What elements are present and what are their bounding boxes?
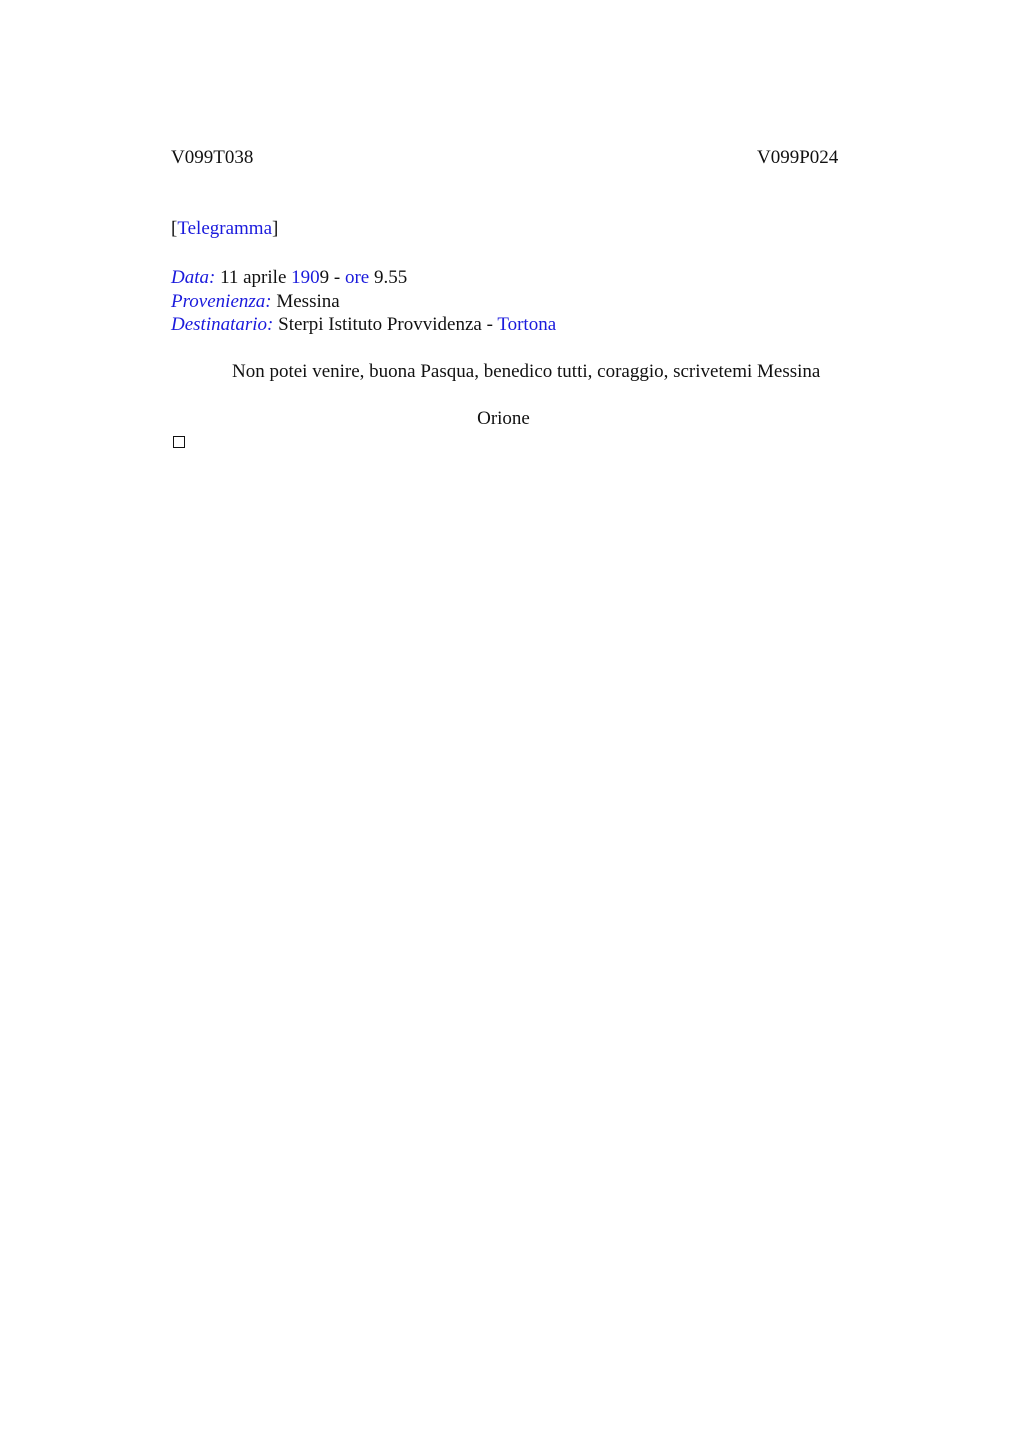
telegram-body: Non potei venire, buona Pasqua, benedico tutti, coraggio, scrivetemi Messina [232,361,821,382]
document-type [171,218,278,240]
open-bracket: [ [171,218,178,239]
date-separator: - [329,267,345,288]
close-bracket: ] [272,218,279,239]
date-day-month: 11 aprile [215,267,292,288]
recipient-line [171,313,556,337]
recipient-label: Destinatario: [171,314,274,335]
origin-value: Messina [271,290,340,312]
recipient-city: Tortona [497,314,557,335]
time-label: ore [344,267,370,288]
volume-code-left: V099T038 [171,147,254,168]
date-label: Data: [171,267,216,288]
document-type-label: Telegramma [177,218,273,239]
date-line [171,266,556,290]
signature: Orione [477,408,530,429]
telegram-metadata [171,266,556,337]
date-year-marked: 190 [291,267,320,288]
square-outline-icon [173,436,185,448]
origin-line [171,290,556,314]
date-year-rest: 9 [319,267,330,288]
recipient-value: Sterpi Istituto Provvidenza - [273,314,498,335]
time-value: 9.55 [369,267,408,288]
volume-code-right: V099P024 [757,147,839,168]
origin-label: Provenienza: [171,290,272,312]
